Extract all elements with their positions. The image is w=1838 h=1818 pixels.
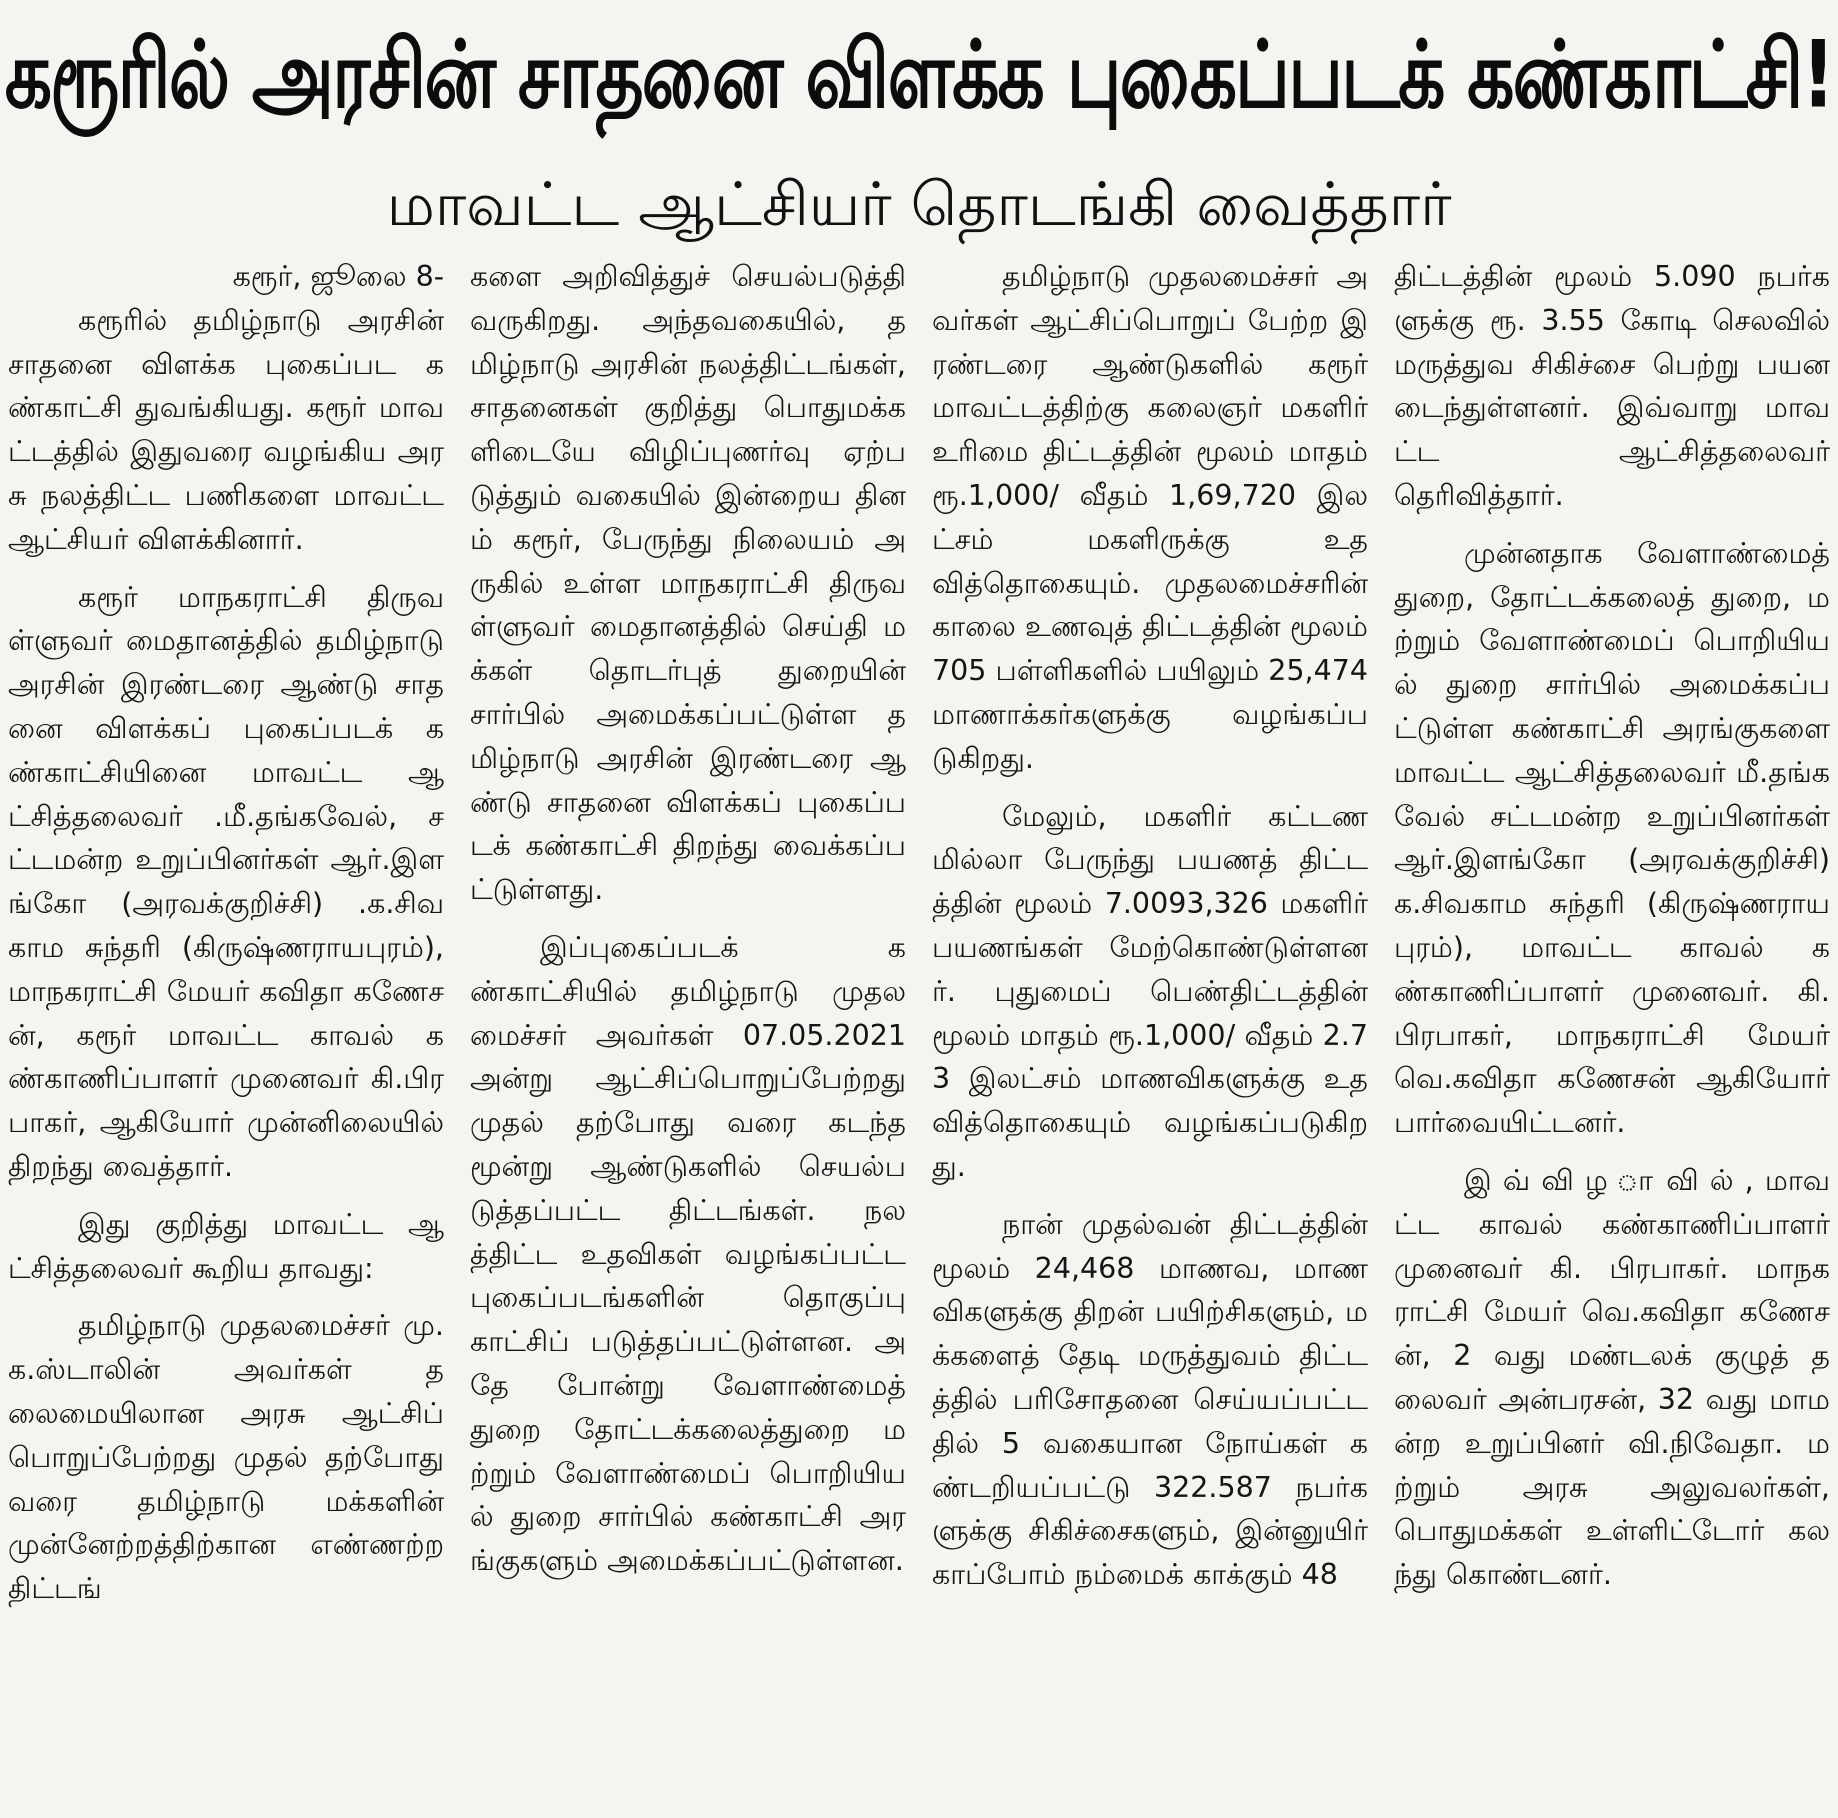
- article-body: [8, 255, 1830, 1810]
- paragraph: இப்புகைப்படக் கண்காட்சியில் தமிழ்நாடு முதலமைச்சர் அவர்கள் 07.05.2021 அன்று ஆட்சிப்பொறுப்பேற்றது முதல் தற்போது வரை கடந்த மூன்று ஆண்டுகளில் செயல்படுத்தப்பட்ட திட்டங்கள். நலத்திட்ட உதவிகள் வழங்கப்பட்ட புகைப்படங்களின் தொகுப்பு காட்சிப் படுத்தப்பட்டுள்ளன. அதே போன்று வேளாண்மைத் துறை தோட்டக்கலைத்துறை மற்றும் வேளாண்மைப் பொறியியல் துறை சார்பில் கண்காட்சி அரங்குகளும் அமைக்கப்பட்டுள்ளன.: [470, 930, 906, 1578]
- paragraph: கரூர் மாநகராட்சி திருவள்ளுவர் மைதானத்தில் தமிழ்நாடு அரசின் இரண்டரை ஆண்டு சாதனை விளக்கப் புகைப்படக் கண்காட்சியினை மாவட்ட ஆட்சித்தலைவர் .மீ.தங்கவேல், சட்டமன்ற உறுப்பினர்கள் ஆர்.இளங்கோ (அரவக்குறிச்சி) .க.சிவகாம சுந்தரி (கிருஷ்ணராயபுரம்), மாநகராட்சி மேயர் கவிதா கணேசன், கரூர் மாவட்ட காவல் கண்காணிப்பாளர் முனைவர் கி.பிரபாகர், ஆகியோர் முன்னிலையில் திறந்து வைத்தார்.: [8, 580, 444, 1183]
- paragraph: நான் முதல்வன் திட்டத்தின் மூலம் 24,468 மாணவ, மாணவிகளுக்கு திறன் பயிற்சிகளும், மக்களைத் தேடி மருத்துவம் திட்டத்தில் பரிசோதனை செய்யப்பட்டதில் 5 வகையான நோய்கள் கண்டறியப்பட்டு 322.587 நபர்களுக்கு சிகிச்சைகளும், இன்னுயிர் காப்போம் நம்மைக் காக்கும் 48: [932, 1207, 1368, 1592]
- paragraph: கரூரில் தமிழ்நாடு அரசின் சாதனை விளக்க புகைப்பட கண்காட்சி துவங்கியது. கரூர் மாவட்டத்தில் இதுவரை வழங்கிய அரசு நலத்திட்ட பணிகளை மாவட்ட ஆட்சியர் விளக்கினார்.: [8, 303, 444, 556]
- headline: கரூரில் அரசின் சாதனை விளக்க புகைப்படக் கண்காட்சி!: [4, 21, 1834, 129]
- dateline: கரூர், ஜூலை 8-: [232, 260, 444, 293]
- paragraph: இ வ் வி ழ ா வி ல் , மாவட்ட காவல் கண்காணிப்பாளர் முனைவர் கி. பிரபாகர். மாநகராட்சி மேயர் வெ.கவிதா கணேசன், 2 வது மண்டலக் குழுத் தலைவர் அன்பரசன், 32 வது மாமன்ற உறுப்பினர் வி.நிவேதா. மற்றும் அரசு அலுவலர்கள், பொதுமக்கள் உள்ளிட்டோர் கலந்து கொண்டனர்.: [1394, 1163, 1830, 1592]
- column-2: [470, 255, 906, 1810]
- paragraph: தமிழ்நாடு முதலமைச்சர் மு.க.ஸ்டாலின் அவர்கள் தலைமையிலான அரசு ஆட்சிப் பொறுப்பேற்றது முதல் தற்போது வரை தமிழ்நாடு மக்களின் முன்னேற்றத்திற்கான எண்ணற்ற திட்டங்: [8, 1309, 444, 1606]
- column-1: [8, 255, 444, 1810]
- paragraph: களை அறிவித்துச் செயல்படுத்தி வருகிறது. அந்தவகையில், தமிழ்நாடு அரசின் நலத்திட்டங்கள், சாதனைகள் குறித்து பொதுமக்களிடையே விழிப்புணர்வு ஏற்படுத்தும் வகையில் இன்றைய தினம் கரூர், பேருந்து நிலையம் அருகில் உள்ள மாநகராட்சி திருவள்ளுவர் மைதானத்தில் செய்தி மக்கள் தொடர்புத் துறையின் சார்பில் அமைக்கப்பட்டுள்ள தமிழ்நாடு அரசின் இரண்டரை ஆண்டு சாதனை விளக்கப் புகைப்படக் கண்காட்சி திறந்து வைக்கப்பட்டுள்ளது.: [470, 260, 906, 907]
- paragraph: இது குறித்து மாவட்ட ஆட்சித்தலைவர் கூறிய தாவது:: [8, 1207, 444, 1285]
- subheadline: மாவட்ட ஆட்சியர் தொடங்கி வைத்தார்: [386, 170, 1452, 240]
- paragraph: முன்னதாக வேளாண்மைத் துறை, தோட்டக்கலைத் துறை, மற்றும் வேளாண்மைப் பொறியியல் துறை சார்பில் அமைக்கப்பட்டுள்ள கண்காட்சி அரங்குகளை மாவட்ட ஆட்சித்தலைவர் மீ.தங்கவேல் சட்டமன்ற உறுப்பினர்கள் ஆர்.இளங்கோ (அரவக்குறிச்சி) க.சிவகாம சுந்தரி (கிருஷ்ணராயபுரம்), மாவட்ட காவல் கண்காணிப்பாளர் முனைவர். கி.பிரபாகர், மாநகராட்சி மேயர் வெ.கவிதா கணேசன் ஆகியோர் பார்வையிட்டனர்.: [1394, 536, 1830, 1140]
- paragraph: திட்டத்தின் மூலம் 5.090 நபர்களுக்கு ரூ. 3.55 கோடி செலவில் மருத்துவ சிகிச்சை பெற்று பயனடைந்துள்ளனர். இவ்வாறு மாவட்ட ஆட்சித்தலைவர் தெரிவித்தார்.: [1394, 260, 1830, 512]
- column-3: [932, 255, 1368, 1810]
- paragraph: மேலும், மகளிர் கட்டணமில்லா பேருந்து பயணத் திட்டத்தின் மூலம் 7.0093,326 மகளிர் பயணங்கள் மேற்கொண்டுள்ளனர். புதுமைப் பெண்திட்டத்தின் மூலம் மாதம் ரூ.1,000/ வீதம் 2.73 இலட்சம் மாணவிகளுக்கு உதவித்தொகையும் வழங்கப்படுகிறது.: [932, 799, 1368, 1183]
- paragraph: தமிழ்நாடு முதலமைச்சர் அவர்கள் ஆட்சிப்பொறுப் பேற்ற இரண்டரை ஆண்டுகளில் கரூர் மாவட்டத்திற்கு கலைஞர் மகளிர் உரிமை திட்டத்தின் மூலம் மாதம் ரூ.1,000/ வீதம் 1,69,720 இலட்சம் மகளிருக்கு உதவித்தொகையும். முதலமைச்சரின் காலை உணவுத் திட்டத்தின் மூலம் 705 பள்ளிகளில் பயிலும் 25,474 மாணாக்கர்களுக்கு வழங்கப்படுகிறது.: [932, 260, 1368, 775]
- column-4: [1394, 255, 1830, 1810]
